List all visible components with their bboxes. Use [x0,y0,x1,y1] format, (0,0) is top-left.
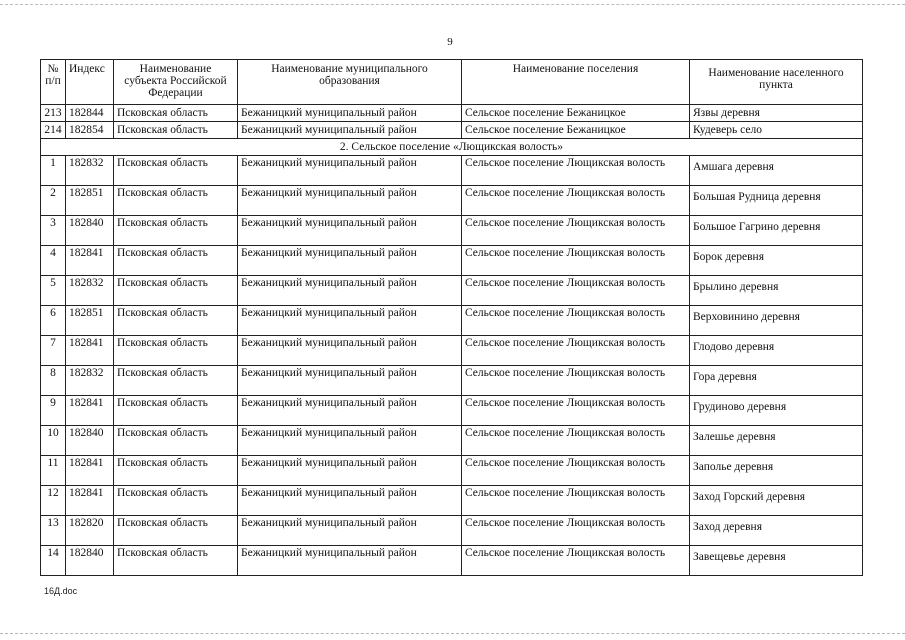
table-row [41,306,863,336]
cell-num: 6 [41,306,66,336]
cell-locality: Борок деревня [690,246,863,276]
scan-edge-top [0,4,905,5]
cell-locality: Грудиново деревня [690,396,863,426]
cell-num: 213 [41,105,66,122]
cell-index: 182832 [66,366,114,396]
cell-locality: Брылино деревня [690,276,863,306]
cell-municipality: Бежаницкий муниципальный район [238,306,462,336]
cell-index: 182854 [66,122,114,139]
cell-settlement: Сельское поселение Лющикская волость [462,216,690,246]
header-subject: Наименование субъекта Российской Федерации [114,60,238,105]
cell-num: 12 [41,486,66,516]
cell-index: 182841 [66,456,114,486]
cell-municipality: Бежаницкий муниципальный район [238,246,462,276]
cell-subject: Псковская область [114,516,238,546]
cell-subject: Псковская область [114,156,238,186]
cell-locality: Гора деревня [690,366,863,396]
cell-subject: Псковская область [114,216,238,246]
cell-index: 182841 [66,396,114,426]
cell-settlement: Сельское поселение Лющикская волость [462,426,690,456]
cell-locality: Заход деревня [690,516,863,546]
table-row [41,186,863,216]
cell-num: 3 [41,216,66,246]
table-row [41,156,863,186]
cell-municipality: Бежаницкий муниципальный район [238,426,462,456]
cell-subject: Псковская область [114,105,238,122]
cell-index: 182840 [66,216,114,246]
cell-num: 5 [41,276,66,306]
cell-locality: Залешье деревня [690,426,863,456]
table-row [41,456,863,486]
page-number: 9 [447,36,453,48]
cell-index: 182841 [66,336,114,366]
header-municipality: Наименование муниципального образования [238,60,462,105]
cell-settlement: Сельское поселение Лющикская волость [462,186,690,216]
cell-municipality: Бежаницкий муниципальный район [238,486,462,516]
cell-num: 7 [41,336,66,366]
cell-settlement: Сельское поселение Лющикская волость [462,546,690,576]
cell-index: 182844 [66,105,114,122]
cell-locality: Кудеверь село [690,122,863,139]
cell-locality: Большая Рудница деревня [690,186,863,216]
cell-subject: Псковская область [114,186,238,216]
table-row [41,366,863,396]
table-row [41,246,863,276]
cell-settlement: Сельское поселение Лющикская волость [462,486,690,516]
cell-municipality: Бежаницкий муниципальный район [238,122,462,139]
cell-num: 9 [41,396,66,426]
cell-num: 4 [41,246,66,276]
cell-index: 182851 [66,306,114,336]
cell-locality: Заполье деревня [690,456,863,486]
table-row [41,516,863,546]
table-row [41,546,863,576]
header-locality: Наименование населенного пункта [690,60,863,105]
cell-index: 182840 [66,426,114,456]
cell-settlement: Сельское поселение Лющикская волость [462,276,690,306]
cell-locality: Завещевье деревня [690,546,863,576]
cell-index: 182841 [66,246,114,276]
cell-num: 214 [41,122,66,139]
cell-settlement: Сельское поселение Лющикская волость [462,366,690,396]
table-row [41,105,863,122]
cell-municipality: Бежаницкий муниципальный район [238,276,462,306]
cell-municipality: Бежаницкий муниципальный район [238,546,462,576]
table-header-row [41,60,863,105]
cell-index: 182840 [66,546,114,576]
cell-locality: Язвы деревня [690,105,863,122]
cell-locality: Амшага деревня [690,156,863,186]
cell-subject: Псковская область [114,276,238,306]
cell-subject: Псковская область [114,366,238,396]
cell-settlement: Сельское поселение Лющикская волость [462,516,690,546]
cell-num: 1 [41,156,66,186]
cell-municipality: Бежаницкий муниципальный район [238,396,462,426]
cell-subject: Псковская область [114,486,238,516]
cell-subject: Псковская область [114,426,238,456]
cell-index: 182832 [66,276,114,306]
table-row [41,426,863,456]
cell-num: 11 [41,456,66,486]
cell-subject: Псковская область [114,306,238,336]
table-row [41,276,863,306]
cell-subject: Псковская область [114,546,238,576]
cell-subject: Псковская область [114,122,238,139]
table-row [41,336,863,366]
cell-index: 182841 [66,486,114,516]
cell-subject: Псковская область [114,396,238,426]
cell-settlement: Сельское поселение Лющикская волость [462,246,690,276]
header-settlement: Наименование поселения [462,60,690,105]
cell-municipality: Бежаницкий муниципальный район [238,186,462,216]
cell-settlement: Сельское поселение Лющикская волость [462,456,690,486]
section-title: 2. Сельское поселение «Лющикская волость» [41,139,863,156]
cell-num: 14 [41,546,66,576]
header-index: Индекс [66,60,114,105]
table-row [41,122,863,139]
table-row [41,396,863,426]
cell-locality: Глодово деревня [690,336,863,366]
cell-num: 2 [41,186,66,216]
cell-subject: Псковская область [114,336,238,366]
cell-locality: Большое Гагрино деревня [690,216,863,246]
table-row [41,486,863,516]
cell-index: 182832 [66,156,114,186]
cell-settlement: Сельское поселение Лющикская волость [462,336,690,366]
cell-settlement: Сельское поселение Лющикская волость [462,156,690,186]
cell-subject: Псковская область [114,246,238,276]
cell-num: 10 [41,426,66,456]
cell-subject: Псковская область [114,456,238,486]
cell-index: 182851 [66,186,114,216]
cell-municipality: Бежаницкий муниципальный район [238,156,462,186]
cell-municipality: Бежаницкий муниципальный район [238,105,462,122]
section-row [41,139,863,156]
footer-filename: 16Д.doc [44,586,78,596]
cell-settlement: Сельское поселение Лющикская волость [462,396,690,426]
cell-municipality: Бежаницкий муниципальный район [238,216,462,246]
cell-municipality: Бежаницкий муниципальный район [238,366,462,396]
settlements-table [40,59,863,576]
scan-edge-bottom [0,633,905,634]
cell-settlement: Сельское поселение Бежаницкое [462,122,690,139]
cell-num: 13 [41,516,66,546]
cell-municipality: Бежаницкий муниципальный район [238,516,462,546]
table-row [41,216,863,246]
cell-num: 8 [41,366,66,396]
cell-settlement: Сельское поселение Бежаницкое [462,105,690,122]
cell-index: 182820 [66,516,114,546]
cell-municipality: Бежаницкий муниципальный район [238,336,462,366]
cell-settlement: Сельское поселение Лющикская волость [462,306,690,336]
cell-municipality: Бежаницкий муниципальный район [238,456,462,486]
cell-locality: Заход Горский деревня [690,486,863,516]
header-num: № п/п [41,60,66,105]
cell-locality: Верховинино деревня [690,306,863,336]
